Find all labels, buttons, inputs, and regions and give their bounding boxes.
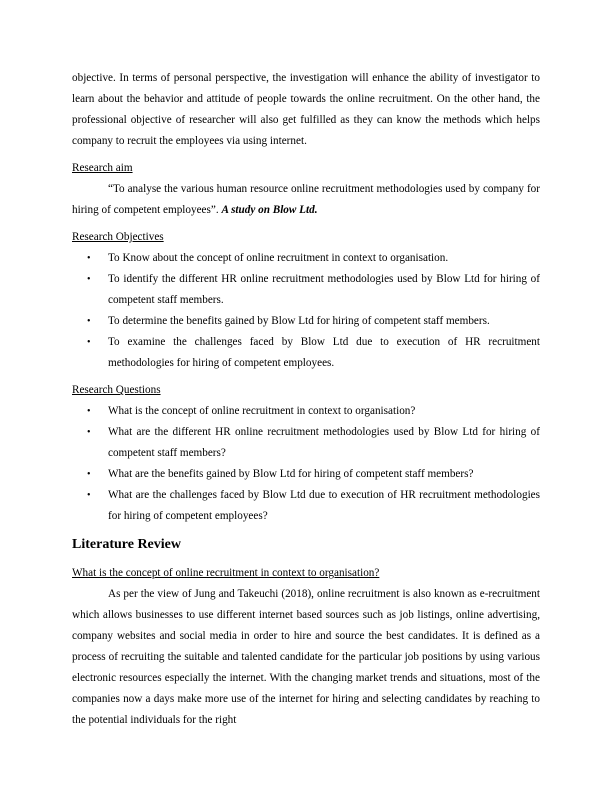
list-item: • To determine the benefits gained by Blow Ltd for hiring of competent staff members. bbox=[72, 311, 540, 332]
bullet-icon: • bbox=[87, 427, 91, 438]
bullet-icon: • bbox=[87, 274, 91, 285]
intro-paragraph: objective. In terms of personal perspective, the investigation will enhance the ability of investigator to learn about the behavior and attitude of people towards the online recruitment. On the other hand, the professional objective of researcher will also get fulfilled as they can know the methods which helps company to recruit the employees via using internet. bbox=[72, 72, 540, 147]
research-objectives-heading: Research Objectives bbox=[72, 231, 164, 243]
list-item: • To identify the different HR online recruitment methodologies used by Blow Ltd for hiring of competent staff members. bbox=[72, 269, 540, 311]
list-item: • To examine the challenges faced by Blow Ltd due to execution of HR recruitment methodologies for hiring of competent employees. bbox=[72, 332, 540, 374]
list-item: • What are the different HR online recruitment methodologies used by Blow Ltd for hiring of competent staff members? bbox=[72, 422, 540, 464]
research-questions-heading: Research Questions bbox=[72, 384, 161, 396]
bullet-icon: • bbox=[87, 469, 91, 480]
research-objectives-list bbox=[72, 248, 540, 374]
list-item: • What are the challenges faced by Blow Ltd due to execution of HR recruitment methodologies for hiring of competent employees? bbox=[72, 485, 540, 527]
list-item: • To Know about the concept of online recruitment in context to organisation. bbox=[72, 248, 540, 269]
bullet-icon: • bbox=[87, 316, 91, 327]
literature-review-subheading: What is the concept of online recruitment in context to organisation? bbox=[72, 567, 380, 579]
bullet-icon: • bbox=[87, 490, 91, 501]
bullet-icon: • bbox=[87, 253, 91, 264]
research-questions-list bbox=[72, 401, 540, 527]
literature-review-paragraph: As per the view of Jung and Takeuchi (2018), online recruitment is also known as e-recruitment which allows businesses to use different internet based sources such as job listings, online advertising, company websites and social media in order to hire and source the best candidates. It is defined as a process of recruiting the suitable and talented candidate for the particular job positions by using various electronic resources especially the internet. With the changing market trends and situations, most of the companies now a days make more use of the internet for hiring and selecting candidates by reaching to the potential individuals for the right bbox=[72, 588, 540, 726]
list-item: • What is the concept of online recruitment in context to organisation? bbox=[72, 401, 540, 422]
research-aim-text bbox=[72, 179, 540, 221]
bullet-icon: • bbox=[87, 406, 91, 417]
literature-review-heading: Literature Review bbox=[72, 537, 181, 552]
research-aim-quote: “To analyse the various human resource online recruitment methodologies used by company for hiring of competent employees”. bbox=[72, 183, 540, 216]
list-item: • What are the benefits gained by Blow Ltd for hiring of competent staff members? bbox=[72, 464, 540, 485]
research-aim-emphasis: A study on Blow Ltd. bbox=[221, 204, 318, 216]
bullet-icon: • bbox=[87, 337, 91, 348]
research-aim-heading: Research aim bbox=[72, 162, 133, 174]
document-page bbox=[72, 68, 540, 731]
